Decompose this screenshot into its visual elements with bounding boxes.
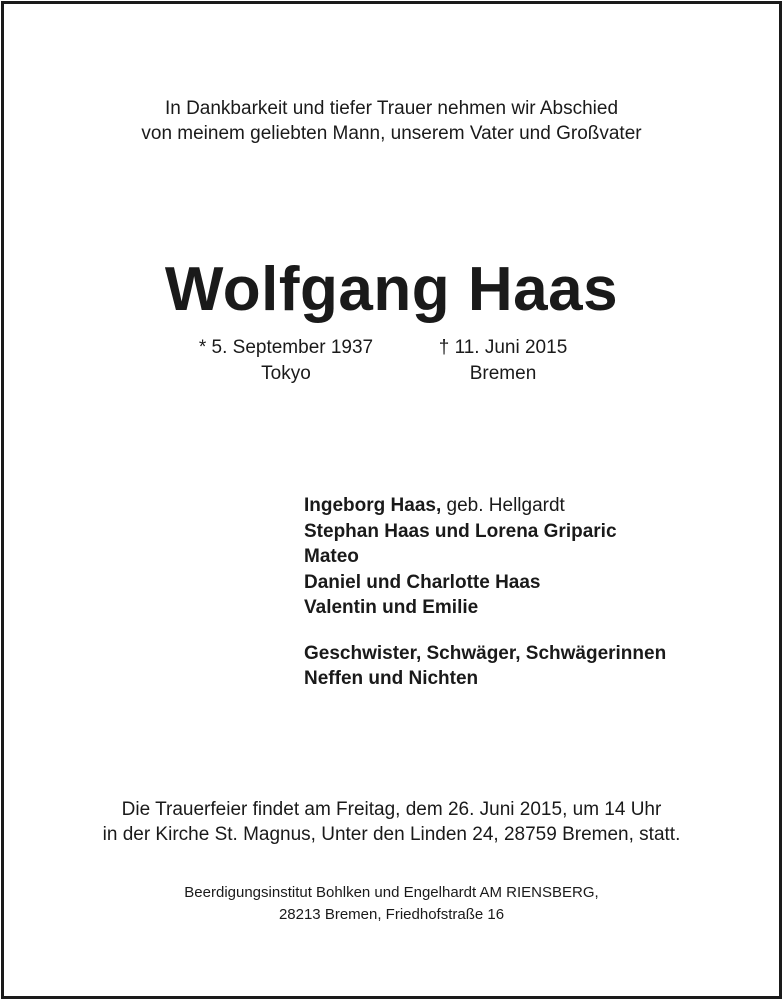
mourners-list xyxy=(304,493,666,692)
mourner-line-7: Neffen und Nichten xyxy=(304,668,479,689)
deceased-name: Wolfgang Haas xyxy=(164,255,619,324)
death-place: Bremen xyxy=(469,363,537,384)
spouse-name: Ingeborg Haas, xyxy=(304,495,442,516)
mourner-line-4: Daniel und Charlotte Haas xyxy=(304,571,541,593)
undertaker-line-2: 28213 Bremen, Friedhofstraße 16 xyxy=(278,906,505,923)
mourner-line-6: Geschwister, Schwäger, Schwägerinnen xyxy=(304,642,667,664)
undertaker-line-1: Beerdigungsinstitut Bohlken und Engelhardt AM RIENSBERG, xyxy=(184,884,599,901)
ceremony-info xyxy=(4,797,779,847)
undertaker-info xyxy=(4,882,779,926)
obituary-frame xyxy=(1,1,782,999)
mourner-line-2: Stephan Haas und Lorena Griparic xyxy=(304,520,617,542)
birth-place: Tokyo xyxy=(261,363,311,384)
spacer xyxy=(304,621,666,641)
mourner-spouse xyxy=(304,493,666,519)
birth-date: * 5. September 1937 xyxy=(198,337,374,358)
mourner-line-3: Mateo xyxy=(304,546,359,567)
birth-info xyxy=(190,335,382,387)
intro-text xyxy=(4,96,779,146)
spouse-maiden-name: geb. Hellgardt xyxy=(441,495,565,516)
intro-line-2: von meinem geliebten Mann, unserem Vater und Großvater xyxy=(141,123,642,144)
death-info xyxy=(429,335,577,387)
intro-line-1: In Dankbarkeit und tiefer Trauer nehmen wir Abschied xyxy=(164,98,619,119)
mourner-line-5: Valentin und Emilie xyxy=(304,597,479,618)
ceremony-line-2: in der Kirche St. Magnus, Unter den Linden 24, 28759 Bremen, statt. xyxy=(102,824,681,845)
ceremony-line-1: Die Trauerfeier findet am Freitag, dem 26. Juni 2015, um 14 Uhr xyxy=(121,799,662,820)
death-date: † 11. Juni 2015 xyxy=(438,337,568,358)
